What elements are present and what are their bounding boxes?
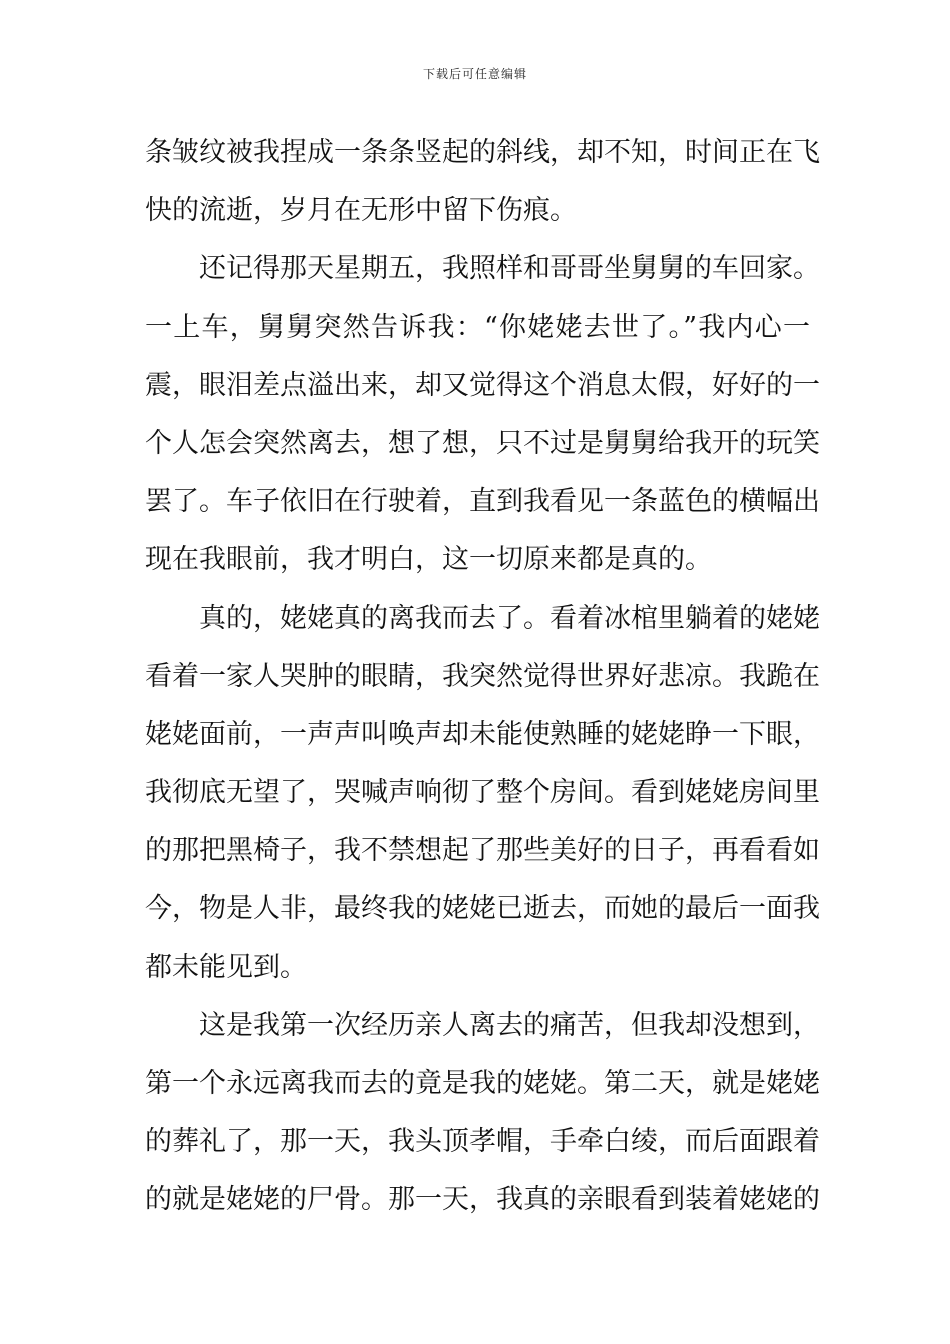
text-line: 条皱纹被我捏成一条条竖起的斜线，却不知，时间正在飞 (145, 137, 820, 168)
paragraph-first-line: 还记得那天星期五，我照样和哥哥坐舅舅的车回家。 (199, 253, 820, 285)
text-line: 罢了。车子依旧在行驶着，直到我看见一条蓝色的横幅出 (145, 486, 820, 518)
paragraph-first-line: 这是我第一次经历亲人离去的痛苦，但我却没想到， (199, 1009, 820, 1041)
text-line: 快的流逝，岁月在无形中留下伤痕。 (145, 195, 577, 227)
text-line: 看着一家人哭肿的眼睛，我突然觉得世界好悲凉。我跪在 (145, 660, 820, 692)
text-line: 震，眼泪差点溢出来，却又觉得这个消息太假，好好的一 (145, 369, 820, 401)
text-line: 一上车，舅舅突然告诉我：“你姥姥去世了。”我内心一 (145, 311, 810, 343)
text-line: 第一个永远离我而去的竟是我的姥姥。第二天，就是姥姥 (145, 1068, 820, 1099)
text-line: 的葬礼了，那一天，我头顶孝帽，手牵白绫，而后面跟着 (145, 1126, 820, 1158)
text-line: 今，物是人非，最终我的姥姥已逝去，而她的最后一面我 (145, 893, 820, 925)
text-line: 个人怎会突然离去，想了想，只不过是舅舅给我开的玩笑 (145, 427, 820, 459)
document-body (145, 124, 820, 1230)
text-line: 现在我眼前，我才明白，这一切原来都是真的。 (145, 544, 712, 576)
text-line: 的就是姥姥的尸骨。那一天，我真的亲眼看到装着姥姥的 (145, 1184, 820, 1216)
page-header: 下载后可任意编辑 (422, 67, 527, 81)
text-line: 的那把黑椅子，我不禁想起了那些美好的日子，再看看如 (145, 835, 820, 867)
text-line: 我彻底无望了，哭喊声响彻了整个房间。看到姥姥房间里 (145, 777, 820, 809)
paragraph-first-line: 真的，姥姥真的离我而去了。看着冰棺里躺着的姥姥 (199, 602, 820, 634)
text-line: 姥姥面前，一声声叫唤声却未能使熟睡的姥姥睁一下眼， (145, 718, 820, 750)
text-line: 都未能见到。 (145, 951, 307, 983)
